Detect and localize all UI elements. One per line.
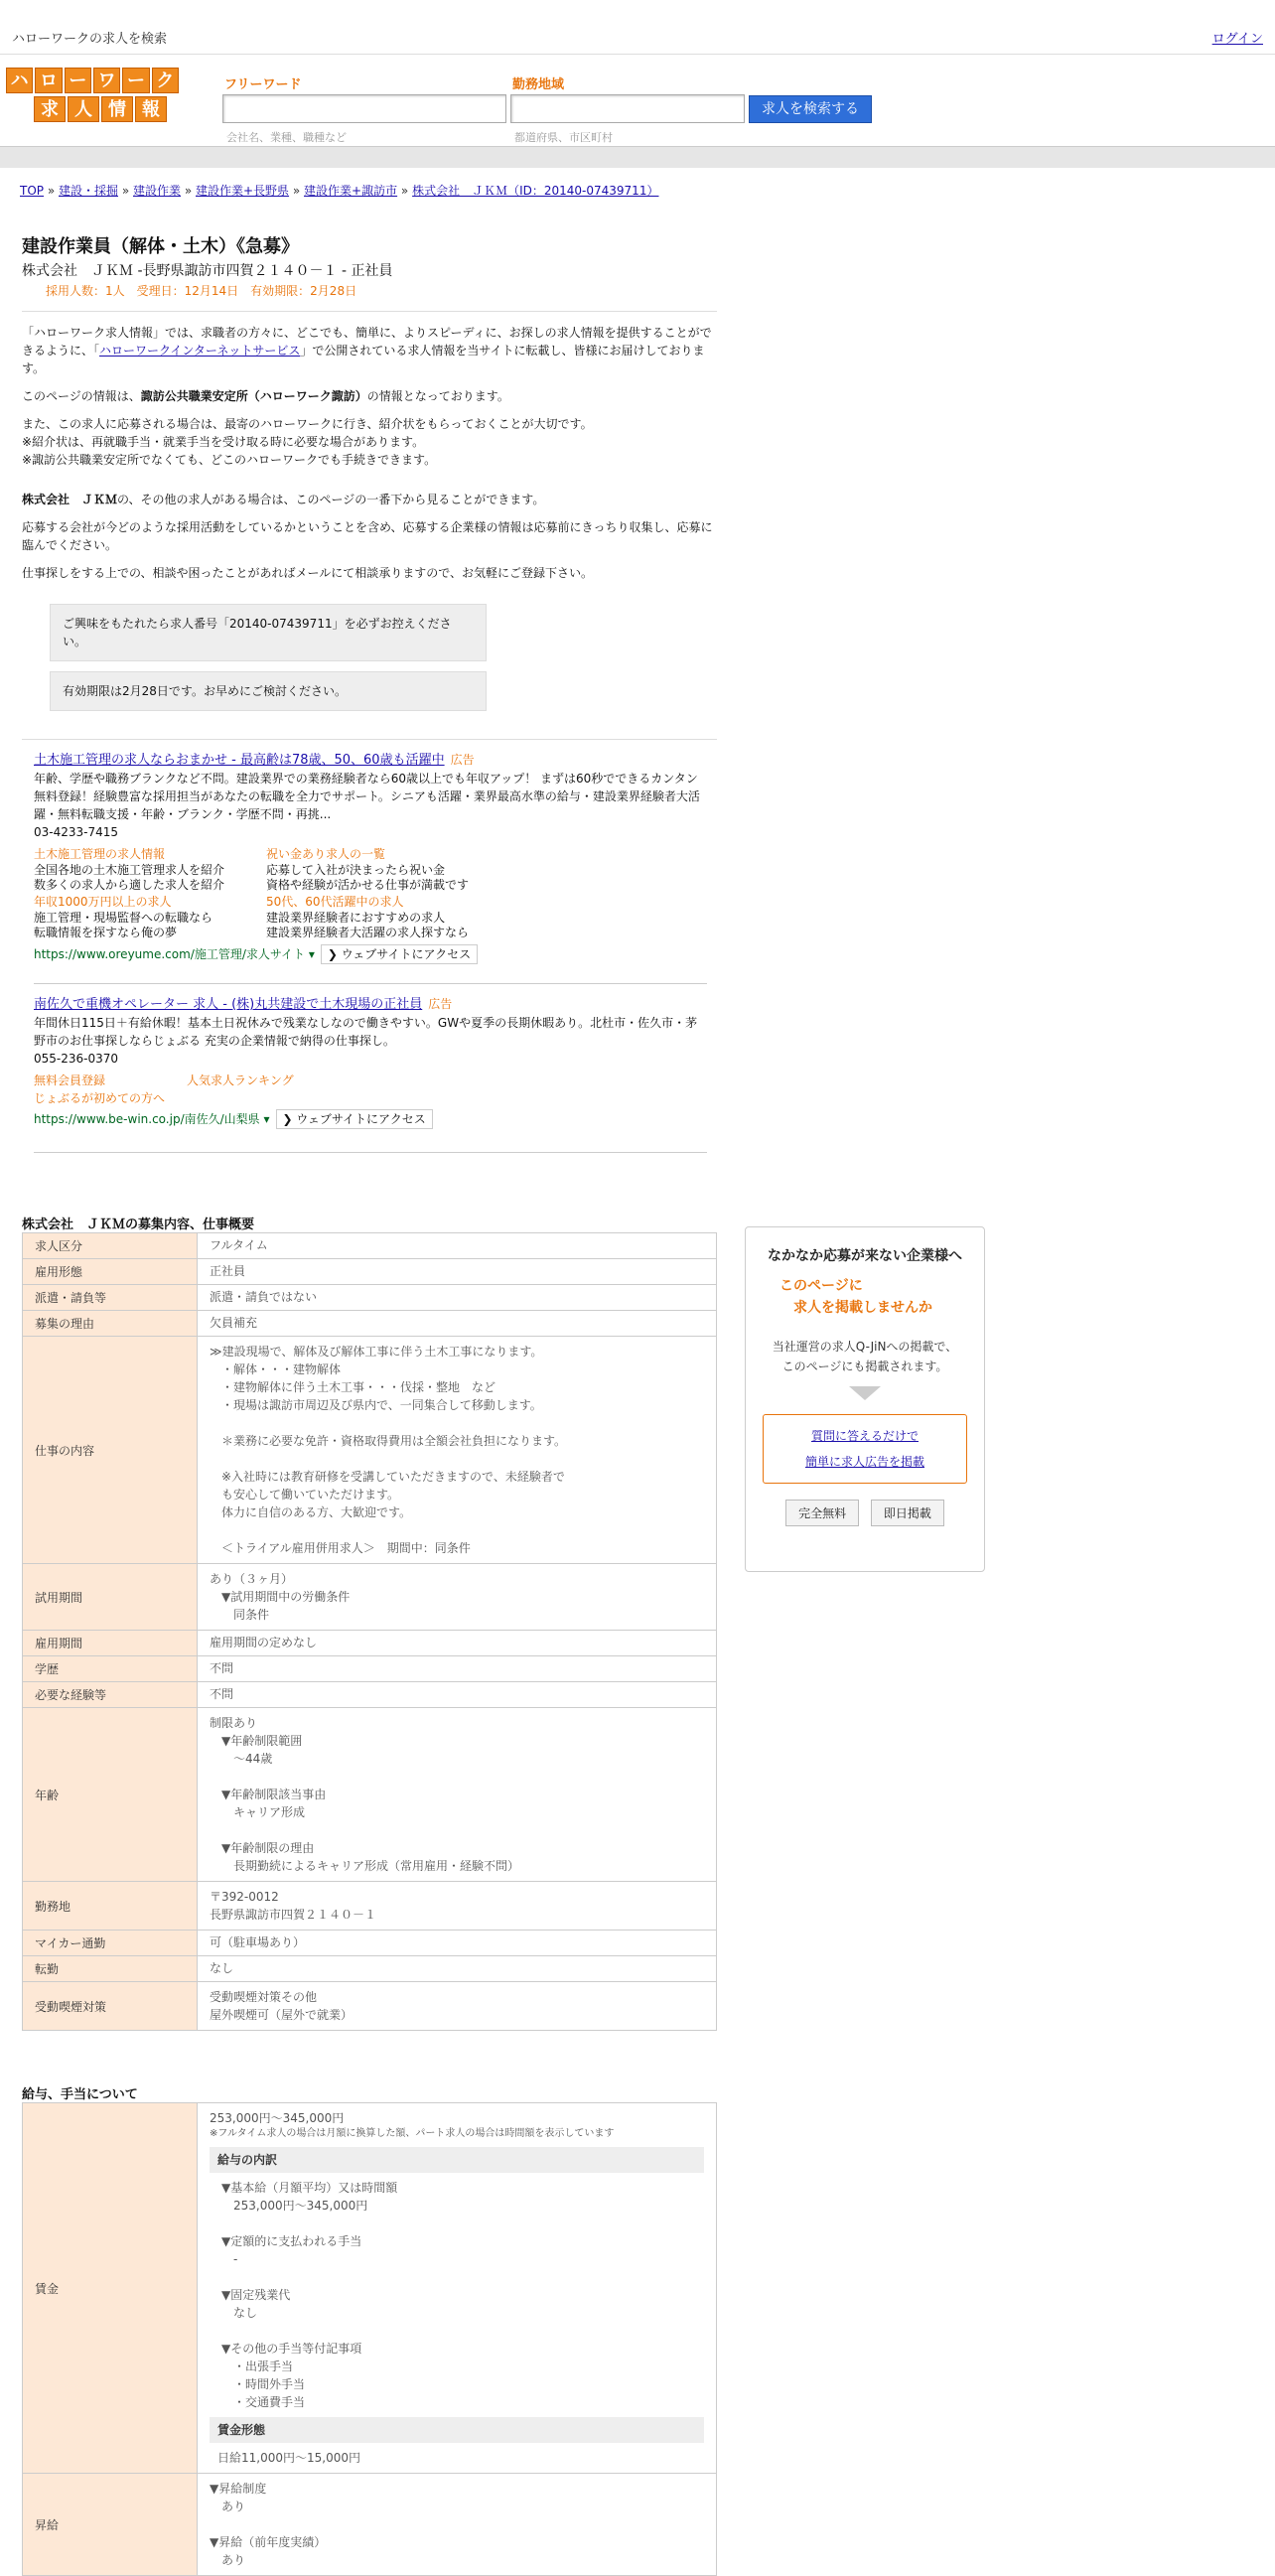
breadcrumb-link[interactable]: TOP xyxy=(20,184,45,198)
table-row xyxy=(23,1564,717,1631)
logo-char: 報 xyxy=(135,96,167,122)
table-row xyxy=(23,1337,717,1564)
row-value: 欠員補充 xyxy=(198,1311,717,1337)
row-value: 正社員 xyxy=(198,1259,717,1285)
deadline-note: 有効期限は2月28日です。お早めにご検討ください。 xyxy=(50,671,487,711)
breadcrumb-separator: » xyxy=(181,184,196,198)
logo-row-bottom xyxy=(6,96,181,122)
area-input[interactable] xyxy=(510,94,745,123)
ad-sublink-title[interactable]: 50代、60代活躍中の求人 xyxy=(266,895,404,909)
row-value: 雇用期間の定めなし xyxy=(198,1631,717,1656)
row-value: フルタイム xyxy=(198,1233,717,1259)
table-row xyxy=(23,1931,717,1956)
breadcrumb xyxy=(20,182,658,199)
row-value: 制限あり ▼年齢制限範囲 〜44歳 ▼年齢制限該当事由 キャリア形成 ▼年齢制限の理由 長期勤続によるキャリア形成（常用雇用・経験不問） xyxy=(198,1708,717,1882)
table-row xyxy=(23,1631,717,1656)
row-value: 派遣・請負ではない xyxy=(198,1285,717,1311)
promo-catchcopy xyxy=(746,1275,984,1319)
wage-label: 賃金 xyxy=(23,2103,198,2474)
table-row xyxy=(23,2474,717,2576)
same-day-button[interactable]: 即日掲載 xyxy=(871,1500,944,1526)
logo-char: ハ xyxy=(6,68,33,93)
visit-website-button[interactable]: ❯ ウェブサイトにアクセス xyxy=(276,1109,433,1129)
logo-row-top xyxy=(6,68,181,93)
ad-sublink-desc: 応募して入社が決まったら祝い金 資格や経験が活かせる仕事が満載です xyxy=(266,863,470,892)
row-value: 〒392-0012 長野県諏訪市四賀２１４０－１ xyxy=(198,1882,717,1931)
row-label: 転勤 xyxy=(23,1956,198,1982)
ad-sublink[interactable] xyxy=(34,893,266,940)
table-row xyxy=(23,1311,717,1337)
row-label: 必要な経験等 xyxy=(23,1682,198,1708)
ad-sublink-title[interactable]: 年収1000万円以上の求人 xyxy=(34,895,172,909)
wage-form-heading: 賃金形態 xyxy=(210,2417,704,2443)
row-label: 試用期間 xyxy=(23,1564,198,1631)
row-label: 仕事の内容 xyxy=(23,1337,198,1564)
job-meta: 採用人数：1人 受理日：12月14日 有効期限：2月28日 xyxy=(46,284,357,298)
breadcrumb-link[interactable]: 建設作業+諏訪市 xyxy=(304,184,398,198)
site-title: ハローワークの求人を検索 xyxy=(12,32,168,47)
row-label: 受動喫煙対策 xyxy=(23,1982,198,2031)
table-row xyxy=(23,2103,717,2474)
table-row xyxy=(23,1882,717,1931)
divider xyxy=(22,311,717,312)
row-value: 可（駐車場あり） xyxy=(198,1931,717,1956)
intro-paragraph-3: また、この求人に応募される場合は、最寄のハローワークに行き、紹介状をもらっておくことが大切です。 ※紹介状は、再就職手当・就業手当を受け取る時に必要な場合があります。 ※諏訪公共職業安定所でなくても、どこのハローワークでも手続きできます。 xyxy=(22,417,593,467)
wage-note: ※フルタイム求人の場合は月額に換算した額、パート求人の場合は時間額を表示しています xyxy=(210,2128,615,2139)
down-arrow-icon xyxy=(849,1386,881,1400)
breadcrumb-link[interactable]: 建設作業+長野県 xyxy=(196,184,290,198)
ad-url[interactable]: https://www.oreyume.com/施工管理/求人サイト xyxy=(34,947,306,961)
job-number-note: ご興味をもたれたら求人番号「20140-07439711」を必ずお控えください。 xyxy=(50,604,487,661)
logo-char: ロ xyxy=(35,68,62,93)
wage-form-value: 日給11,000円〜15,000円 xyxy=(217,2451,360,2465)
site-logo[interactable] xyxy=(6,68,181,123)
intro-paragraph-2 xyxy=(22,387,717,405)
promo-links xyxy=(763,1414,967,1484)
ad-sublink[interactable]: じょぶるが初めての方へ xyxy=(34,1091,166,1105)
main-content xyxy=(22,232,717,711)
ad-url[interactable]: https://www.be-win.co.jp/南佐久/山梨県 xyxy=(34,1112,260,1126)
breadcrumb-link[interactable]: 株式会社 ＪＫＭ（ID：20140-07439711） xyxy=(412,184,659,198)
table-row xyxy=(23,1656,717,1682)
intro-text: 「ハローワーク求人情報」では、求職者の方々に、どこでも、簡単に、よりスピーディに、お探しの求人情報を提供することができるように、「 xyxy=(22,326,712,358)
ad-sublink-title[interactable]: 祝い金あり求人の一覧 xyxy=(266,847,386,861)
row-value: なし xyxy=(198,1956,717,1982)
row-label: 年齢 xyxy=(23,1708,198,1882)
intro-paragraph-4 xyxy=(22,491,717,508)
top-bar xyxy=(0,0,1275,55)
logo-char: 人 xyxy=(68,96,99,122)
ad-sublink-desc: 建設業界経験者におすすめの求人 建設業界経験者大活躍の求人探すなら xyxy=(266,911,470,939)
intro-text: の情報となっております。 xyxy=(366,389,509,403)
logo-char: ー xyxy=(65,68,91,93)
search-header xyxy=(0,56,1275,145)
company-name: 株式会社 ＪＫＭ xyxy=(22,493,118,506)
freeword-hint: 会社名、業種、職種など xyxy=(226,131,347,144)
breakdown-content: ▼基本給（月額平均）又は時間額 253,000円〜345,000円 ▼定額的に支払われる手当 - ▼固定残業代 なし ▼その他の手当等付記事項 ・出張手当 ・時間外手当 ・交通費手当 xyxy=(221,2181,398,2409)
table-row xyxy=(23,1708,717,1882)
job-title: 建設作業員（解体・土木）《急募》 xyxy=(22,236,299,257)
wage-range: 253,000円〜345,000円 xyxy=(210,2111,345,2125)
intro-text: の、その他の求人がある場合は、このページの一番下から見ることができます。 xyxy=(117,493,545,506)
ad-title-link[interactable]: 土木施工管理の求人ならおまかせ - 最高齢は78歳、50、60歳も活躍中 xyxy=(34,753,445,768)
promo-description: 当社運営の求人Q-JiNへの掲載で、 このページにも掲載されます。 xyxy=(772,1340,958,1373)
logo-char: ワ xyxy=(93,68,120,93)
chevron-down-icon[interactable]: ▾ xyxy=(259,1112,270,1126)
row-label: 雇用期間 xyxy=(23,1631,198,1656)
breadcrumb-separator: » xyxy=(289,184,305,198)
salary-table xyxy=(22,2102,717,2576)
ad-sublink[interactable]: 人気求人ランキング xyxy=(187,1073,294,1087)
area-label: 勤務地域 xyxy=(512,77,565,92)
row-value: あり（３ヶ月） ▼試用期間中の労働条件 同条件 xyxy=(198,1564,717,1631)
ad-title-link[interactable]: 南佐久で重機オペレーター 求人 - (株)丸共建設で土木現場の正社員 xyxy=(34,997,423,1012)
table-row xyxy=(23,1285,717,1311)
row-label: 学歴 xyxy=(23,1656,198,1682)
office-name: 諏訪公共職業安定所（ハローワーク諏訪） xyxy=(140,389,367,403)
intro-paragraph-1 xyxy=(22,324,717,377)
advertise-promo-box xyxy=(745,1226,985,1572)
breadcrumb-separator: » xyxy=(44,184,59,198)
raise-label: 昇給 xyxy=(23,2474,198,2576)
login-link[interactable]: ログイン xyxy=(1211,32,1263,47)
ad-phone: 055-236-0370 xyxy=(34,1052,119,1066)
header-divider-band xyxy=(0,146,1275,168)
wage-cell xyxy=(198,2103,717,2474)
row-label: 求人区分 xyxy=(23,1233,198,1259)
table-row xyxy=(23,1682,717,1708)
ad-divider-top xyxy=(22,739,717,740)
row-label: マイカー通勤 xyxy=(23,1931,198,1956)
promo-catch-line: 求人を掲載しませんか xyxy=(793,1300,932,1316)
intro-text: 」で公開されている求人情報を当サイトに転載し、皆様にお届けしております。 xyxy=(22,344,705,375)
breadcrumb-link[interactable]: 建設・採掘 xyxy=(59,184,119,198)
raise-value: ▼昇給制度 あり ▼昇給（前年度実績） あり xyxy=(198,2474,717,2576)
promo-catch-line: このページに xyxy=(779,1278,863,1294)
free-button[interactable]: 完全無料 xyxy=(785,1500,859,1526)
ad-sublink[interactable] xyxy=(34,845,266,893)
table-row xyxy=(23,1956,717,1982)
row-label: 募集の理由 xyxy=(23,1311,198,1337)
ad-tag: 広告 xyxy=(428,997,453,1011)
ad-phone: 03-4233-7415 xyxy=(34,825,119,839)
visit-website-button[interactable]: ❯ ウェブサイトにアクセス xyxy=(321,944,478,964)
breakdown-heading: 給与の内訳 xyxy=(210,2147,704,2173)
promo-link-questions[interactable]: 質問に答えるだけで xyxy=(810,1429,919,1443)
hellowork-internet-link[interactable]: ハローワークインターネットサービス xyxy=(99,344,301,358)
overview-title: 株式会社 ＪＫＭの募集内容、仕事概要 xyxy=(22,1217,255,1232)
ad-sublink[interactable]: 無料会員登録 xyxy=(34,1073,106,1087)
freeword-label: フリーワード xyxy=(224,77,302,92)
logo-char: ー xyxy=(122,68,149,93)
chevron-down-icon[interactable]: ▾ xyxy=(305,947,315,961)
row-value: 受動喫煙対策その他 屋外喫煙可（屋外で就業） xyxy=(198,1982,717,2031)
ad-tag: 広告 xyxy=(450,753,475,767)
ad-sublink-title[interactable]: 土木施工管理の求人情報 xyxy=(34,847,166,861)
promo-link-post-ad[interactable]: 簡単に求人広告を掲載 xyxy=(804,1455,924,1469)
intro-text: このページの情報は、 xyxy=(22,389,141,403)
promo-buttons xyxy=(746,1500,984,1526)
salary-title: 給与、手当について xyxy=(22,2087,138,2102)
breadcrumb-separator: » xyxy=(397,184,413,198)
table-row xyxy=(23,1233,717,1259)
logo-char: 求 xyxy=(34,96,66,122)
ad-sublink[interactable] xyxy=(266,893,504,940)
company-line: 株式会社 ＪＫＭ -長野県諏訪市四賀２１４０－１ - 正社員 xyxy=(22,263,393,279)
logo-char: ク xyxy=(152,68,179,93)
intro-paragraph-6: 仕事探しをする上での、相談や困ったことがあればメールにて相談承りますので、お気軽にご登録下さい。 xyxy=(22,566,594,580)
breadcrumb-separator: » xyxy=(118,184,133,198)
ad-divider xyxy=(34,983,707,984)
row-value: ≫建設現場で、解体及び解体工事に伴う土木工事になります。 ・解体・・・建物解体 ・建物解体に伴う土木工事・・・伐採・整地 など ・現場は諏訪市周辺及び県内で、一同集合して移動します。 ＊業務に必要な免許・資格取得費用は全額会社負担になります。 ※入社時には教育研修を受講していただきますので、未経験者で も安心して働いていただけます。 体力に自信のある方、大歓迎です。 ＜トライアル雇用併用求人＞ 期間中：同条件 xyxy=(198,1337,717,1564)
row-value: 不問 xyxy=(198,1682,717,1708)
table-row xyxy=(23,1259,717,1285)
area-hint: 都道府県、市区町村 xyxy=(514,131,613,144)
ad-body: 年齢、学歴や職務ブランクなど不問。建設業界での業務経験者なら60歳以上でも年収アップ！ まずは60秒でできるカンタン無料登録！経験豊富な採用担当があなたの転職を全力でサポート。シニアも活躍・業界最高水準の給与・建設業界経験者大活躍・無料転職支援・年齢・ブランク・学歴不問・再挑... xyxy=(34,772,700,821)
row-value: 不問 xyxy=(198,1656,717,1682)
freeword-input[interactable] xyxy=(222,94,506,123)
row-label: 勤務地 xyxy=(23,1882,198,1931)
search-button[interactable]: 求人を検索する xyxy=(749,95,872,123)
ad-sublink-desc: 施工管理・現場監督への転職なら 転職情報を探すなら俺の夢 xyxy=(34,911,213,939)
breadcrumb-link[interactable]: 建設作業 xyxy=(133,184,182,198)
row-label: 雇用形態 xyxy=(23,1259,198,1285)
ad-body: 年間休日115日＋有給休暇！基本土日祝休みで残業なしなので働きやすい。GWや夏季の長期休暇あり。北杜市・佐久市・茅野市のお仕事探しならじょぶる 充実の企業情報で納得の仕事探し。 xyxy=(34,1016,698,1048)
ad-block-2 xyxy=(34,995,709,1129)
table-row xyxy=(23,1982,717,2031)
ad-sublink[interactable] xyxy=(266,845,504,893)
intro-paragraph-5: 応募する会社が今どのような採用活動をしているかということを含め、応募する企業様の情報は応募前にきっちり収集し、応募に臨んでください。 xyxy=(22,520,713,552)
logo-char: 情 xyxy=(101,96,133,122)
ad-sublink-desc: 全国各地の土木施工管理求人を紹介 数多くの求人から適した求人を紹介 xyxy=(34,863,225,892)
ad-block-1 xyxy=(34,751,709,964)
row-label: 派遣・請負等 xyxy=(23,1285,198,1311)
overview-table xyxy=(22,1232,717,2031)
promo-heading: なかなか応募が来ない企業様へ xyxy=(768,1248,962,1264)
ad-divider-bottom xyxy=(34,1152,707,1153)
